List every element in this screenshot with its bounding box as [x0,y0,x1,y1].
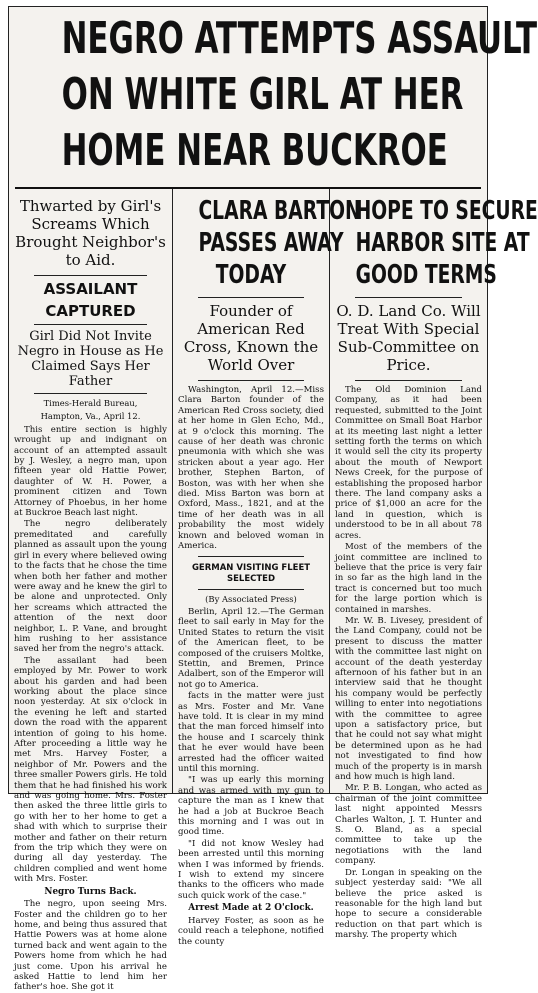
main-headline [9,7,538,187]
divider [355,380,462,381]
bureau-line: Times-Herald Bureau, [43,398,138,408]
divider [34,275,147,276]
continued-paragraph-3: "I did not know Wesley had been arrested until this morning when I was informed by friends. I wish to extend my sincere thanks to the officers who made such quick work of the case." [178,838,324,901]
divider [198,589,304,590]
divider [34,324,147,325]
article-columns [9,189,538,993]
headline-line-3: HOME NEAR BUCKROE [61,125,448,176]
continued-paragraph-2: "I was up early this morning and was armed with my gun to capture the man as I knew that he had a job at Buckroe Beach this morning and I was out in good time. [178,775,324,838]
column-harbor-site [330,189,538,941]
barton-paragraph-1: Washington, April 12.—Miss Clara Barton founder of the American Red Cross society, died at her home in Glen Echo, Md., at 9 o'clock this morning. The cause of her death was chronic pneumonia with which she was stricken about a year ago. Her brother, Stephen Barton, of Boston, was with her when she died. Miss Barton was born at Oxford, Mass., 1821, and at the time of her death was in all probability the most widely known and beloved woman in America. [178,385,324,552]
harbor-headline-2: HARBOR SITE AT [355,228,530,258]
assault-deck-2: Girl Did Not Invite Negro in House as He Claimed Says Her Father [17,329,164,389]
barton-headline-3: TODAY [215,260,287,290]
barton-headline [178,195,361,291]
harbor-paragraph-1: The Old Dominion Land Company, as it had been requested, submitted to the Joint Committee on Small Boat Harbor at its meeting last night a letter setting forth the terms on which it would sell the city its property about the mouth of Newport News Creek, for the purpose of establishing the proposed harbor there. The land company asks a price of $1,000 an acre for the land in question, which is understood to be in all about 78 acres. [335,385,482,541]
arrest-section-head: Arrest Made at 2 O'clock. [188,903,314,914]
divider [34,393,147,394]
fleet-headline: GERMAN VISITING FLEET SELECTED [191,562,311,584]
dateline: Hampton, Va., April 12. [40,411,141,422]
harbor-headline [335,195,538,291]
divider [198,556,304,557]
barton-headline-2: PASSES AWAY [198,228,344,258]
divider [198,380,304,381]
fleet-byline: (By Associated Press) [205,593,297,604]
column-assault-story [9,189,173,993]
assault-subhead-1: ASSAILANT [43,280,138,298]
assault-paragraph-3: The assailant had been employed by Mr. Power to work about his garden and had been working about the place since noon yesterday. At six o'clock in the evening he left and started down the road with the apparent intention of going to his home. After proceeding a little way he met Mrs. Harvey Foster, a neighbor of Mr. Powers and the three smaller Powers girls. He told them that he had finished his work and was going home. Mrs. Foster then asked the three little girls to go with her to her home to get a shad with which to surprise their mother and father on their return from the trip which they were on during all day yesterday. The children complied and went home with Mrs. Foster. [14,655,167,885]
column-clara-barton [173,189,361,947]
headline-line-1: NEGRO ATTEMPTS ASSAULT [61,13,538,64]
harbor-headline-1: HOPE TO SECURE [355,196,538,226]
continued-paragraph-1: facts in the matter were just as Mrs. Foster and Mr. Vane have told. It is clear in my mind that the man forced himself into the house and I scarcely think that he ever would have been arrested had the officer waited until this morning. [178,691,324,774]
harbor-headline-3: GOOD TERMS [355,260,497,290]
headline-line-2: ON WHITE GIRL AT HER [61,69,464,120]
divider [355,297,462,298]
harbor-paragraph-5: Dr. Longan in speaking on the subject yesterday said: "We all believe the price asked is reasonable for the high land but hope to secure a considerable reduction on that part which is marshy. The property which [335,867,482,941]
continued-paragraph-4: Harvey Foster, as soon as he could reach a telephone, notified the county [178,915,324,947]
newspaper-page [8,6,538,993]
barton-headline-1: CLARA BARTON [198,196,361,226]
harbor-paragraph-4: Mr. P. B. Longan, who acted as chairman of the joint committee last night appointed Messrs Charles Walton, J. T. Hunter and S. O. Bland, as a special committee to take up the negotiations with the land company. [335,783,482,867]
fleet-paragraph: Berlin, April 12.—The German fleet to sail early in May for the United States to return the visit of the American fleet, to be composed of the cruisers Moltke, Stettin, and Bremen, Prince Adalbert, son of the Emperor will not go to America. [178,606,324,690]
assault-paragraph-4: The negro, upon seeing Mrs. Foster and the children go to her home, and being thus assured that Hattie Powers was at home alone turned back and went again to the Powers home from which he had just come. Upon his arrival he asked Hattie to lend him her father's hoe. She got it [14,899,167,993]
assault-paragraph-1: This entire section is highly wrought up and indignant on account of an attempted assault by J. Wesley, a negro man, upon fifteen year old Hattie Power, daughter of W. H. Power, a prominent citizen and Town Attorney of Phoebus, in her home at Buckroe Beach last night. [14,424,167,519]
divider [198,297,304,298]
harbor-paragraph-2: Most of the members of the joint committee are inclined to believe that the price is very fair in so far as the high land in the tract is concerned but too much for the large portion which is contained in marshes. [335,542,482,615]
assault-paragraph-2: The negro deliberately premeditated and carefully planned as assault upon the young girl in every where believed owing to the facts that he chose the time when both her father and mother were away and he knew the girl to be alone and unprotected. Only her screams which attracted the attention of the next door neighbor, L. P. Vane, and brought him rushing to her assistance saved her from the negro's attack. [14,519,167,655]
harbor-paragraph-3: Mr. W. B. Livesey, president of the Land Company, could not be present to discuss the matter with the committee last night on account of the death yesterday afternoon of his father but in an interview said that he thought his company would be perfectly willing to enter into negotiations with the committee to agree upon a satisfactory price, but that he could not say what might be determined upon as he had not investigated to find how much of the property is in marsh and how much is high land. [335,615,482,783]
harbor-deck: O. D. Land Co. Will Treat With Special Sub-Committee on Price. [336,302,481,374]
assault-section-head: Negro Turns Back. [44,886,137,897]
assault-deck: Thwarted by Girl's Screams Which Brought Neighbor's to Aid. [15,197,166,269]
assault-subhead-2: CAPTURED [45,302,136,320]
barton-deck: Founder of American Red Cross, Known the World Over [183,302,319,374]
